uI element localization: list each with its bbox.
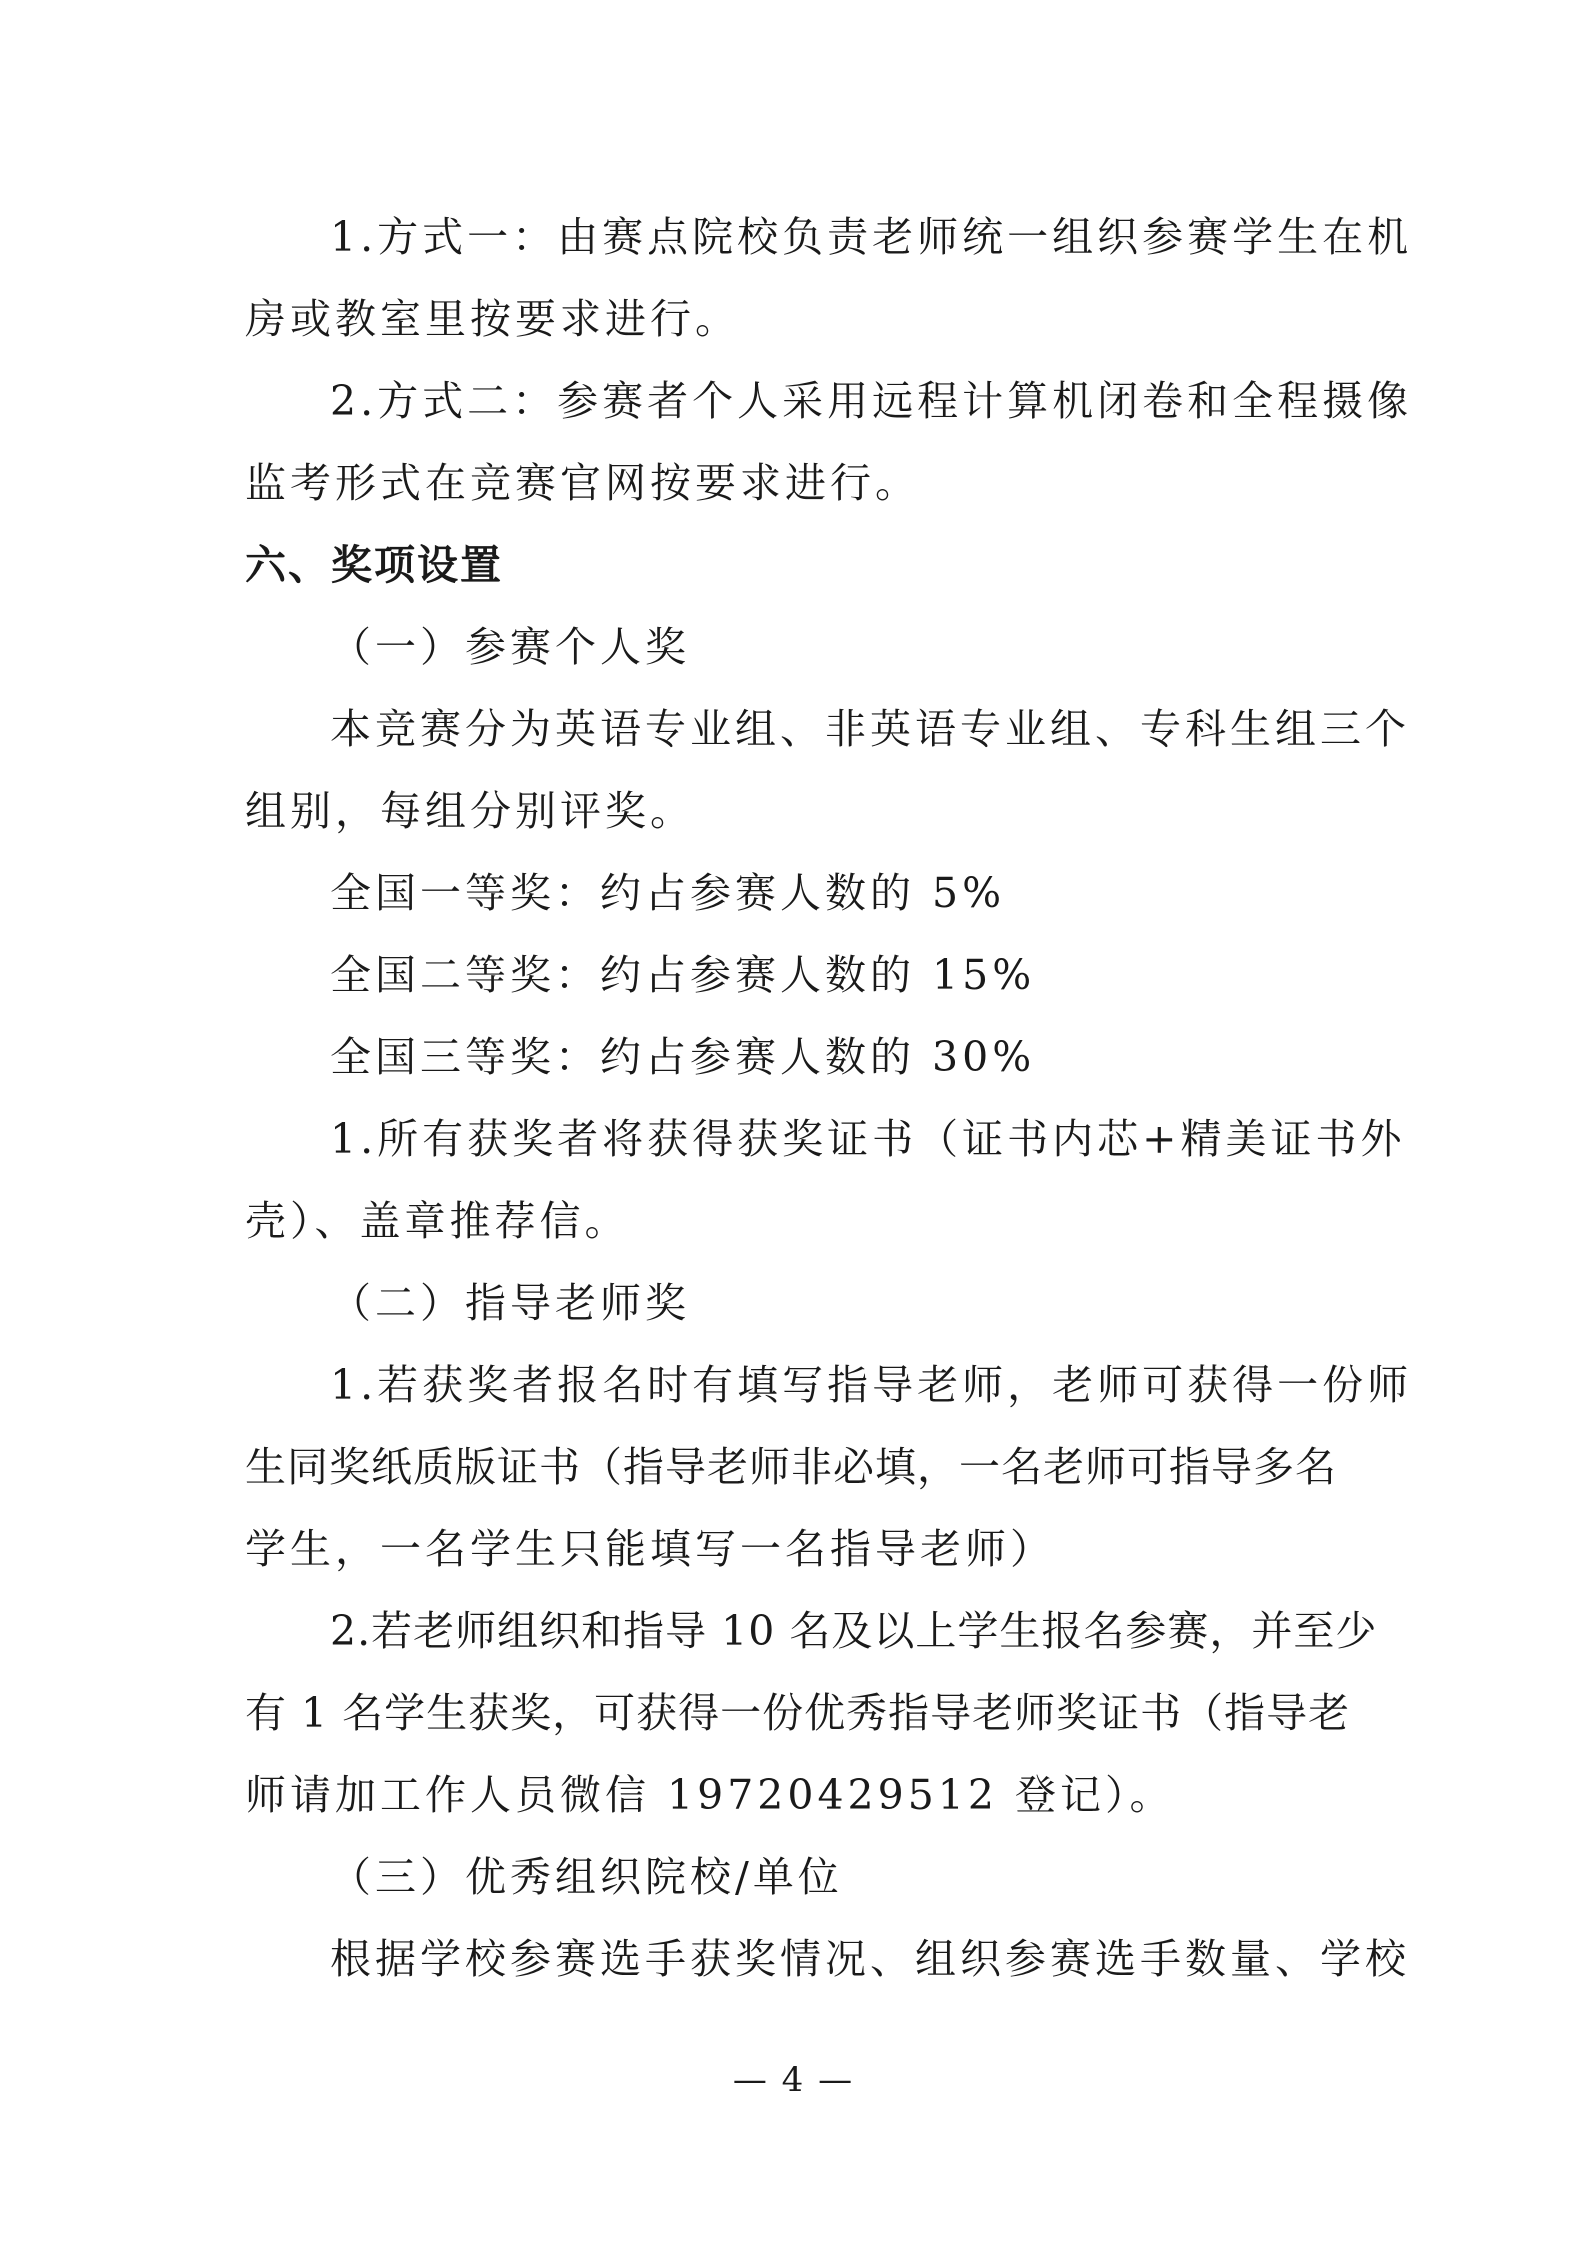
paragraph-line: 壳）、盖章推荐信。 [245,1197,630,1245]
subsection-heading: （二）指导老师奖 [330,1279,690,1327]
paragraph-line: 1.若获奖者报名时有填写指导老师，老师可获得一份师 [330,1361,1413,1409]
award-line: 全国一等奖：约占参赛人数的 5% [330,869,1006,917]
paragraph-line: 有 1 名学生获奖，可获得一份优秀指导老师奖证书（指导老 [245,1689,1351,1737]
paragraph-line: 监考形式在竞赛官网按要求进行。 [245,459,920,507]
subsection-heading: （三）优秀组织院校/单位 [330,1853,843,1901]
section-heading: 六、奖项设置 [245,541,503,589]
paragraph-line: 生同奖纸质版证书（指导老师非必填，一名老师可指导多名 [245,1443,1337,1491]
award-line: 全国二等奖：约占参赛人数的 15% [330,951,1036,999]
paragraph-line: 1.所有获奖者将获得获奖证书（证书内芯+精美证书外 [330,1115,1406,1163]
paragraph-line: 1.方式一：由赛点院校负责老师统一组织参赛学生在机 [330,213,1413,261]
page-number: — 4 — [732,2060,855,2100]
paragraph-line: 本竞赛分为英语专业组、非英语专业组、专科生组三个 [330,705,1410,753]
award-line: 全国三等奖：约占参赛人数的 30% [330,1033,1036,1081]
paragraph-line: 房或教室里按要求进行。 [245,295,740,343]
subsection-heading: （一）参赛个人奖 [330,623,690,671]
paragraph-line: 2.方式二：参赛者个人采用远程计算机闭卷和全程摄像 [330,377,1413,425]
paragraph-line: 师请加工作人员微信 19720429512 登记）。 [245,1771,1175,1819]
paragraph-line: 学生，一名学生只能填写一名指导老师） [245,1525,1055,1573]
paragraph-line: 2.若老师组织和指导 10 名及以上学生报名参赛，并至少 [330,1607,1378,1655]
paragraph-line: 根据学校参赛选手获奖情况、组织参赛选手数量、学校 [330,1935,1410,1983]
paragraph-line: 组别，每组分别评奖。 [245,787,695,835]
